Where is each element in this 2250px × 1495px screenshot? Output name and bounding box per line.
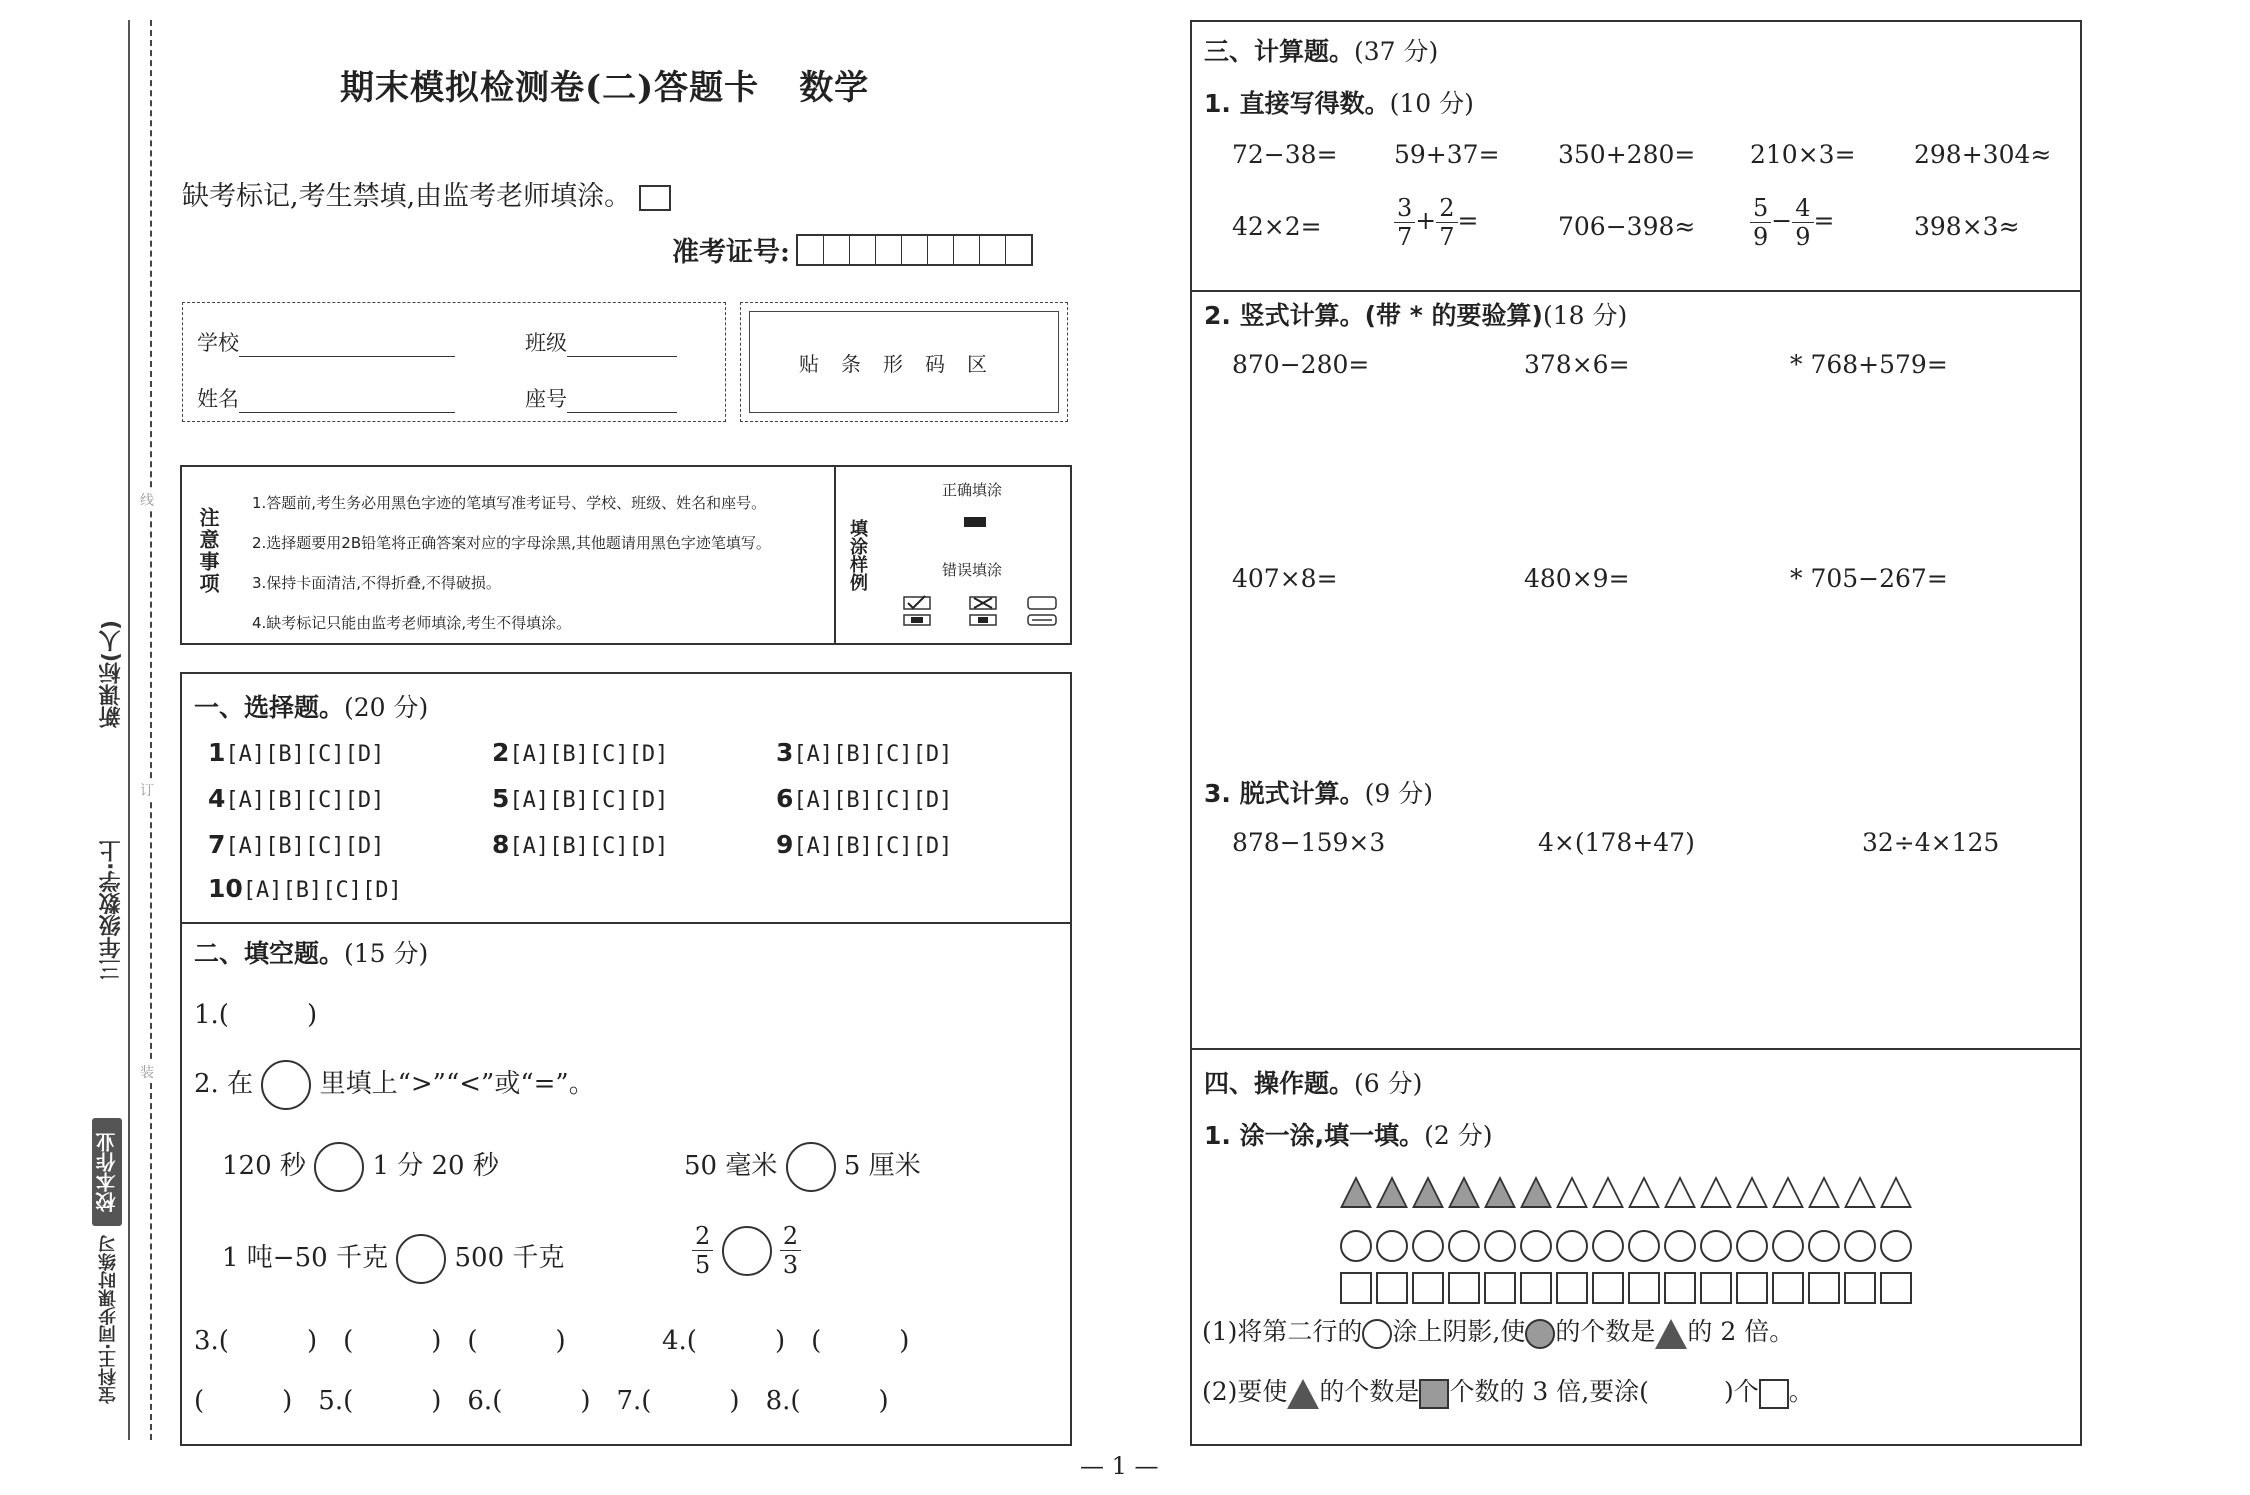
square[interactable] (1592, 1272, 1624, 1304)
triangle (1628, 1176, 1660, 1208)
operation-part1-title: 1. 涂一涂,填一填。(2 分) (1204, 1121, 1493, 1150)
section-choice (180, 672, 1072, 924)
triangle-row (1340, 1176, 1912, 1208)
choice-6[interactable]: 6[A][B][C][D] (776, 784, 953, 813)
vertical-calc: 870−280= (1232, 350, 1370, 379)
notice-box (180, 465, 1072, 645)
square[interactable] (1664, 1272, 1696, 1304)
operation-step-1: (1)将第二行的 涂上阴影,使 的个数是 的 2 倍。 (1202, 1312, 1794, 1349)
section-fill-title: 二、填空题。(15 分) (194, 939, 429, 968)
class-field[interactable]: 班级 (525, 327, 677, 357)
calc-fraction-sub: $\frac{5}{9}$ − $\frac{4}{9}$ = (1750, 194, 1834, 251)
badge: 校本作业 (92, 1118, 122, 1226)
calc-item: 59+37= (1394, 140, 1500, 169)
choice-7[interactable]: 7[A][B][C][D] (208, 830, 385, 859)
choice-4[interactable]: 4[A][B][C][D] (208, 784, 385, 813)
student-info (182, 302, 726, 422)
square[interactable] (1412, 1272, 1444, 1304)
choice-10[interactable]: 10[A][B][C][D] (208, 874, 402, 903)
circle-row[interactable] (1340, 1230, 1912, 1262)
square[interactable] (1844, 1272, 1876, 1304)
circle[interactable] (1808, 1230, 1840, 1262)
shaded-triangle (1340, 1176, 1372, 1208)
square[interactable] (1520, 1272, 1552, 1304)
square[interactable] (1376, 1272, 1408, 1304)
choice-9[interactable]: 9[A][B][C][D] (776, 830, 953, 859)
name-field[interactable]: 姓名 (197, 383, 455, 413)
section-calc-work[interactable] (1190, 288, 2082, 1050)
square[interactable] (1736, 1272, 1768, 1304)
barcode-area: 贴条形码区 (740, 302, 1068, 422)
absent-mark (182, 174, 671, 213)
triangle (1880, 1176, 1912, 1208)
shaded-triangle (1412, 1176, 1444, 1208)
absent-checkbox[interactable] (639, 185, 671, 211)
exam-number-label: 准考证号: (672, 237, 790, 268)
choice-2[interactable]: 2[A][B][C][D] (492, 738, 669, 767)
square[interactable] (1700, 1272, 1732, 1304)
calc-item: 398×3≈ (1914, 212, 2020, 241)
calc-part3-title: 3. 脱式计算。(9 分) (1204, 779, 1433, 808)
step-calc: 32÷4×125 (1862, 828, 2000, 857)
correct-label: 正确填涂 (942, 481, 1003, 499)
cut-line (150, 20, 152, 1440)
vertical-calc: 407×8= (1232, 564, 1338, 593)
square-row[interactable] (1340, 1272, 1912, 1304)
triangle (1844, 1176, 1876, 1208)
square[interactable] (1340, 1272, 1372, 1304)
circle[interactable] (1736, 1230, 1768, 1262)
circle[interactable] (1844, 1230, 1876, 1262)
binding-line (128, 20, 130, 1440)
calc-item: 210×3= (1750, 140, 1856, 169)
square[interactable] (1808, 1272, 1840, 1304)
circle[interactable] (1772, 1230, 1804, 1262)
calc-item: 350+280= (1558, 140, 1696, 169)
section-calc-direct (1190, 20, 2082, 292)
fill-q5-q8[interactable]: ( ) 5.( ) 6.( ) 7.( ) 8.( ) (194, 1386, 889, 1416)
cut-mark-bind: 订 (140, 780, 154, 800)
triangle (1700, 1176, 1732, 1208)
vertical-calc: * 705−267= (1790, 564, 1948, 593)
calc-item: 706−398≈ (1558, 212, 1696, 241)
fill-q1[interactable]: 1.( ) (194, 1000, 318, 1030)
calc-part1-title: 1. 直接写得数。(10 分) (1204, 89, 1474, 118)
fill-q3[interactable]: 3.( ) ( ) ( ) (194, 1326, 566, 1356)
circle[interactable] (1664, 1230, 1696, 1262)
triangle (1772, 1176, 1804, 1208)
notice-title: 注意事项 (196, 507, 220, 595)
vertical-calc: 480×9= (1524, 564, 1630, 593)
cut-mark-pack: 装 (140, 1062, 154, 1082)
choice-1[interactable]: 1[A][B][C][D] (208, 738, 385, 767)
section-operation-title: 四、操作题。(6 分) (1204, 1069, 1423, 1098)
circle[interactable] (1628, 1230, 1660, 1262)
triangle (1808, 1176, 1840, 1208)
calc-fraction-add: $\frac{3}{7}$ + $\frac{2}{7}$ = (1394, 194, 1478, 251)
section-fill (180, 922, 1072, 1446)
circle[interactable] (1520, 1230, 1552, 1262)
choice-5[interactable]: 5[A][B][C][D] (492, 784, 669, 813)
choice-8[interactable]: 8[A][B][C][D] (492, 830, 669, 859)
absent-note: 缺考标记,考生禁填,由监考老师填涂。 (182, 181, 632, 212)
square[interactable] (1556, 1272, 1588, 1304)
shaded-triangle (1448, 1176, 1480, 1208)
circle[interactable] (1484, 1230, 1516, 1262)
exam-number (672, 230, 1033, 269)
subject-text: 数学 (799, 68, 870, 108)
circle[interactable] (1340, 1230, 1372, 1262)
compare-4[interactable]: $\frac{2}{5}$ $\frac{2}{3}$ (692, 1222, 801, 1279)
seat-field[interactable]: 座号 (525, 383, 677, 413)
square[interactable] (1484, 1272, 1516, 1304)
notice-items: 1.答题前,考生务必用黑色字迹的笔填写准考证号、学校、班级、姓名和座号。 2.选择题要用2B铅笔将正确答案对应的字母涂黑,其他题请用黑色字迹笔填写。 3.保持卡面清洁,不得折叠,不得破损。 4.缺考标记只能由监考老师填涂,考生不得填涂。 (252, 494, 771, 632)
correct-sample (964, 517, 986, 527)
page-title (340, 60, 869, 109)
calc-item: 72−38= (1232, 140, 1338, 169)
square[interactable] (1880, 1272, 1912, 1304)
circle[interactable] (1412, 1230, 1444, 1262)
fill-q4[interactable]: 4.( ) ( ) (662, 1326, 910, 1356)
triangle (1664, 1176, 1696, 1208)
circle[interactable] (1376, 1230, 1408, 1262)
choice-3[interactable]: 3[A][B][C][D] (776, 738, 953, 767)
circle[interactable] (1700, 1230, 1732, 1262)
step-calc: 878−159×3 (1232, 828, 1386, 857)
shaded-triangle (1376, 1176, 1408, 1208)
step-calc: 4×(178+47) (1538, 828, 1695, 857)
vertical-calc: 378×6= (1524, 350, 1630, 379)
square[interactable] (1628, 1272, 1660, 1304)
shaded-triangle (1520, 1176, 1552, 1208)
exam-number-cells[interactable] (796, 234, 1033, 266)
shaded-triangle (1484, 1176, 1516, 1208)
edition-label: 新课标(人) (99, 620, 124, 729)
triangle (1556, 1176, 1588, 1208)
circle[interactable] (1880, 1230, 1912, 1262)
school-field[interactable]: 学校 (197, 327, 455, 357)
page-number: — 1 — (1080, 1452, 1159, 1480)
triangle (1592, 1176, 1624, 1208)
section-choice-title: 一、选择题。(20 分) (194, 693, 429, 722)
title-text: 期末模拟检测卷(二)答题卡 (340, 68, 760, 108)
triangle (1736, 1176, 1768, 1208)
vertical-calc: * 768+579= (1790, 350, 1948, 379)
compare-3[interactable]: 1 吨−50 千克 500 千克 (222, 1234, 564, 1284)
compare-2[interactable]: 50 毫米 5 厘米 (684, 1142, 921, 1192)
compare-1[interactable]: 120 秒 1 分 20 秒 (222, 1142, 499, 1192)
square[interactable] (1772, 1272, 1804, 1304)
circle[interactable] (1556, 1230, 1588, 1262)
circle[interactable] (1592, 1230, 1624, 1262)
square[interactable] (1448, 1272, 1480, 1304)
calc-item: 298+304≈ (1914, 140, 2052, 169)
grade-label: 三年级数学·上 (99, 840, 124, 981)
calc-part2-title: 2. 竖式计算。(带 * 的要验算)(18 分) (1204, 301, 1628, 330)
fill-q2: 2. 在 里填上“>”“<”或“=”。 (194, 1060, 595, 1110)
calc-item: 42×2= (1232, 212, 1322, 241)
circle[interactable] (1448, 1230, 1480, 1262)
section-calc-title: 三、计算题。(37 分) (1204, 37, 1439, 66)
operation-step-2[interactable]: (2)要使 的个数是 个数的 3 倍,要涂( )个 。 (1202, 1372, 1814, 1409)
wrong-samples (902, 595, 1062, 629)
fill-sample-label: 填涂样例 (847, 519, 868, 591)
wrong-label: 错误填涂 (942, 561, 1003, 579)
brand-label: 宝科王·同步课时练习 (98, 1235, 119, 1404)
cut-mark-line: 线 (140, 490, 154, 510)
